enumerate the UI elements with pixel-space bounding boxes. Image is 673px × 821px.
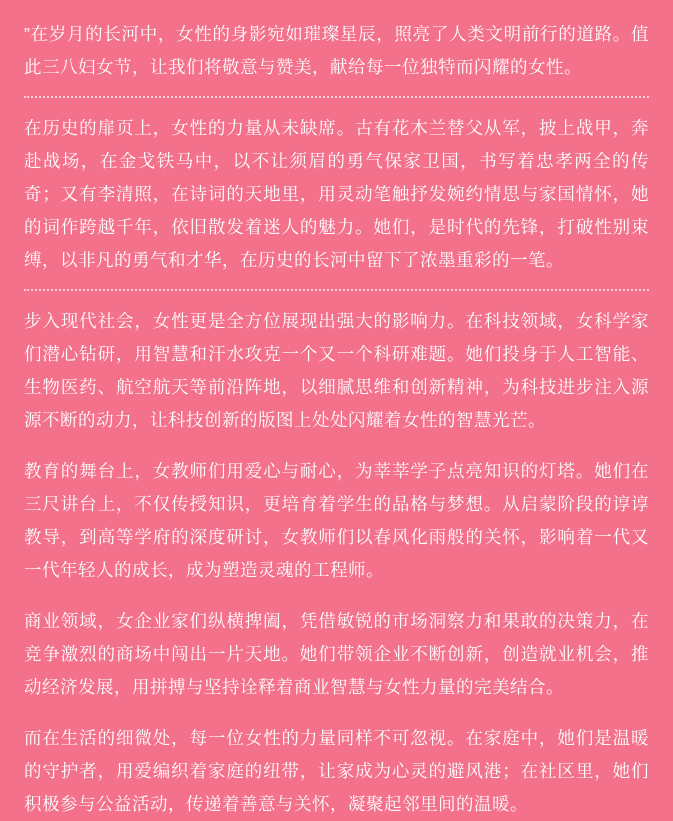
paragraph-history: 在历史的扉页上，女性的力量从未缺席。古有花木兰替父从军，披上战甲，奔赴战场，在金戈铁马中，以不让须眉的勇气保家卫国，书写着忠孝两全的传奇；又有李清照，在诗词的天地里，用灵动笔触抒发婉约情思与家国情怀，她的词作跨越千年，依旧散发着迷人的魅力。她们，是时代的先锋，打破性别束缚，以非凡的勇气和才华，在历史的长河中留下了浓墨重彩的一笔。 [24, 118, 649, 270]
paragraph-divider-1 [24, 96, 649, 98]
paragraph-spacer-1 [22, 437, 651, 455]
paragraph-spacer-2 [22, 587, 651, 605]
paragraph-intro-quote: ”在岁月的长河中，女性的身影宛如璀璨星辰，照亮了人类文明前行的道路。值此三八妇女节，让我们将敬意与赞美，献给每一位独特而闪耀的女性。 [24, 24, 649, 77]
paragraph-divider-2 [24, 289, 649, 291]
paragraph-daily-life: 而在生活的细微处，每一位女性的力量同样不可忽视。在家庭中，她们是温暖的守护者，用爱编织着家庭的纽带，让家成为心灵的避风港；在社区里，她们积极参与公益活动，传递着善意与关怀，凝聚起邻里间的温暖。 [24, 728, 649, 814]
paragraph-science: 步入现代社会，女性更是全方位展现出强大的影响力。在科技领域，女科学家们潜心钻研，用智慧和汗水攻克一个又一个科研难题。她们投身于人工智能、生物医药、航空航天等前沿阵地，以细腻思维和创新精神，为科技进步注入源源不断的动力，让科技创新的版图上处处闪耀着女性的智慧光芒。 [24, 311, 649, 430]
paragraph-education: 教育的舞台上，女教师们用爱心与耐心，为莘莘学子点亮知识的灯塔。她们在三尺讲台上，不仅传授知识，更培育着学生的品格与梦想。从启蒙阶段的谆谆教导，到高等学府的深度研讨，女教师们以春风化雨般的关怀，影响着一代又一代年轻人的成长，成为塑造灵魂的工程师。 [24, 461, 649, 580]
article-body [22, 18, 651, 821]
paragraph-business: 商业领域，女企业家们纵横捭阖，凭借敏锐的市场洞察力和果敢的决策力，在竞争激烈的商场中闯出一片天地。她们带领企业不断创新，创造就业机会，推动经济发展，用拼搏与坚持诠释着商业智慧与女性力量的完美结合。 [24, 611, 649, 697]
paragraph-spacer-3 [22, 704, 651, 722]
